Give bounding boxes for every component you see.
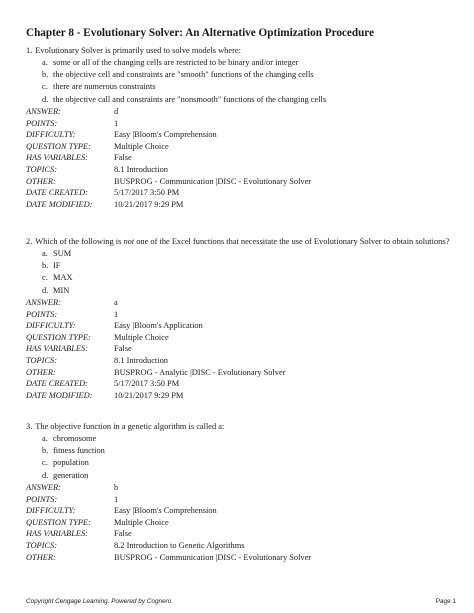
chapter-title: Chapter 8 - Evolutionary Solver: An Alternative Optimization Procedure bbox=[26, 27, 375, 39]
choice-letter: c. bbox=[42, 458, 48, 468]
metadata-value: BUSPROG - Communication |DISC - Evolutionary Solver bbox=[114, 176, 312, 186]
page-footer bbox=[26, 598, 456, 608]
question-3 bbox=[26, 421, 456, 563]
metadata-label: HAS VARIABLES: bbox=[26, 344, 88, 354]
metadata-row bbox=[26, 505, 456, 517]
metadata-label: TOPICS: bbox=[26, 541, 58, 551]
answer-choice bbox=[42, 94, 456, 105]
metadata-value: 1 bbox=[114, 118, 119, 128]
choice-text: MIN bbox=[53, 285, 70, 295]
choice-letter: c. bbox=[42, 273, 48, 283]
answer-choice bbox=[42, 445, 456, 456]
copyright-text: Copyright Cengage Learning. Powered by Cognero. bbox=[26, 598, 174, 605]
choice-text: fitness function bbox=[53, 446, 105, 456]
choice-text: the objective cell and constraints are "smooth" functions of the changing cells bbox=[53, 70, 314, 80]
answer-choice bbox=[42, 285, 456, 296]
metadata-row bbox=[26, 152, 456, 164]
choice-letter: b. bbox=[42, 70, 49, 80]
metadata-row bbox=[26, 332, 456, 344]
metadata-row bbox=[26, 528, 456, 540]
choice-text: generation bbox=[53, 470, 89, 480]
choice-letter: a. bbox=[42, 249, 48, 258]
choice-text: some or all of the changing cells are restricted to be binary and/or integer bbox=[53, 58, 299, 67]
metadata-value: 10/21/2017 9:29 PM bbox=[114, 390, 184, 400]
metadata-label: ANSWER: bbox=[26, 298, 61, 308]
metadata-value: d bbox=[114, 107, 119, 117]
question-number: 2. bbox=[26, 237, 33, 246]
metadata-row bbox=[26, 164, 456, 176]
metadata-label: HAS VARIABLES: bbox=[26, 529, 88, 539]
choice-letter: b. bbox=[42, 446, 49, 456]
metadata-value: Easy |Bloom's Application bbox=[114, 321, 203, 331]
question-stem bbox=[26, 45, 456, 56]
metadata-value: BUSPROG - Communication |DISC - Evolutionary Solver bbox=[114, 552, 312, 562]
metadata-row bbox=[26, 129, 456, 141]
choice-text: MAX bbox=[53, 273, 73, 283]
metadata-value: b bbox=[114, 483, 119, 493]
metadata-label: OTHER: bbox=[26, 176, 56, 186]
metadata-row bbox=[26, 366, 456, 378]
choice-text: chromosome bbox=[53, 434, 97, 443]
metadata-row bbox=[26, 320, 456, 332]
answer-choices bbox=[26, 248, 456, 296]
metadata-label: DIFFICULTY: bbox=[26, 130, 76, 140]
metadata-row bbox=[26, 540, 456, 552]
answer-choice bbox=[42, 260, 456, 271]
metadata-row bbox=[26, 117, 456, 129]
choice-letter: a. bbox=[42, 434, 48, 443]
choice-text: there are numerous constraints bbox=[53, 82, 156, 92]
metadata-label: TOPICS: bbox=[26, 165, 58, 175]
metadata-row bbox=[26, 141, 456, 153]
metadata-label: ANSWER: bbox=[26, 107, 61, 117]
answer-choice bbox=[42, 81, 456, 92]
metadata-row bbox=[26, 493, 456, 505]
choice-letter: d. bbox=[42, 94, 49, 104]
metadata-value: 1 bbox=[114, 309, 119, 319]
metadata-row bbox=[26, 551, 456, 563]
metadata-label: OTHER: bbox=[26, 367, 56, 377]
metadata-row bbox=[26, 187, 456, 199]
question-text-emphasis: not bbox=[123, 237, 135, 246]
metadata-row bbox=[26, 106, 456, 118]
metadata-row bbox=[26, 482, 456, 494]
question-2 bbox=[26, 236, 456, 401]
answer-choice bbox=[42, 272, 456, 283]
metadata-row bbox=[26, 343, 456, 355]
metadata-label: QUESTION TYPE: bbox=[26, 517, 91, 527]
choice-text: the objective call and constraints are "nonsmooth" functions of the changing cells bbox=[53, 94, 327, 104]
answer-choice bbox=[42, 248, 456, 259]
answer-choice bbox=[42, 69, 456, 80]
answer-choice bbox=[42, 470, 456, 481]
choice-text: population bbox=[53, 458, 89, 468]
question-metadata bbox=[26, 482, 456, 563]
question-1 bbox=[26, 45, 456, 210]
metadata-row bbox=[26, 297, 456, 309]
metadata-row bbox=[26, 199, 456, 211]
question-number: 3. bbox=[26, 422, 33, 431]
metadata-label: DATE CREATED: bbox=[26, 379, 88, 389]
question-stem bbox=[26, 421, 456, 432]
question-text: The objective function in a genetic algorithm is called a: bbox=[35, 422, 225, 431]
document-page bbox=[26, 0, 456, 613]
choice-letter: d. bbox=[42, 285, 49, 295]
question-stem bbox=[26, 236, 456, 247]
metadata-label: DIFFICULTY: bbox=[26, 506, 76, 516]
metadata-value: False bbox=[114, 344, 132, 354]
metadata-row bbox=[26, 517, 456, 529]
choice-letter: c. bbox=[42, 82, 48, 92]
metadata-value: 8.2 Introduction to Genetic Algorithms bbox=[114, 541, 245, 551]
metadata-label: OTHER: bbox=[26, 552, 56, 562]
metadata-value: 5/17/2017 3:50 PM bbox=[114, 188, 180, 198]
metadata-label: POINTS: bbox=[26, 494, 58, 504]
answer-choice bbox=[42, 57, 456, 68]
metadata-value: 10/21/2017 9:29 PM bbox=[114, 199, 184, 209]
choice-letter: a. bbox=[42, 58, 48, 67]
metadata-row bbox=[26, 378, 456, 390]
question-number: 1. bbox=[26, 46, 33, 55]
metadata-row bbox=[26, 355, 456, 367]
choice-letter: d. bbox=[42, 470, 49, 480]
metadata-value: False bbox=[114, 529, 132, 539]
metadata-label: HAS VARIABLES: bbox=[26, 153, 88, 163]
metadata-label: DIFFICULTY: bbox=[26, 321, 76, 331]
metadata-value: 5/17/2017 3:50 PM bbox=[114, 379, 180, 389]
metadata-label: ANSWER: bbox=[26, 483, 61, 493]
metadata-row bbox=[26, 390, 456, 402]
question-text: Which of the following is bbox=[35, 237, 124, 246]
question-metadata bbox=[26, 106, 456, 210]
metadata-label: DATE CREATED: bbox=[26, 188, 88, 198]
choice-text: IF bbox=[53, 261, 61, 271]
answer-choice bbox=[42, 433, 456, 444]
metadata-value: 8.1 Introduction bbox=[114, 356, 168, 366]
answer-choices bbox=[26, 57, 456, 105]
answer-choice bbox=[42, 457, 456, 468]
metadata-label: QUESTION TYPE: bbox=[26, 332, 91, 342]
choice-text: SUM bbox=[53, 249, 72, 258]
metadata-value: Easy |Bloom's Comprehension bbox=[114, 506, 217, 516]
metadata-value: False bbox=[114, 153, 132, 163]
choice-letter: b. bbox=[42, 261, 49, 271]
metadata-value: Easy |Bloom's Comprehension bbox=[114, 130, 217, 140]
metadata-row bbox=[26, 308, 456, 320]
answer-choices bbox=[26, 433, 456, 481]
question-metadata bbox=[26, 297, 456, 401]
metadata-label: POINTS: bbox=[26, 118, 58, 128]
metadata-label: DATE MODIFIED: bbox=[26, 199, 93, 209]
metadata-value: Multiple Choice bbox=[114, 141, 169, 151]
metadata-label: DATE MODIFIED: bbox=[26, 390, 93, 400]
question-text-continued: one of the Excel functions that necessitate the use of Evolutionary Solver to obtain solutions? bbox=[134, 237, 450, 246]
metadata-value: Multiple Choice bbox=[114, 332, 169, 342]
metadata-row bbox=[26, 175, 456, 187]
metadata-label: TOPICS: bbox=[26, 356, 58, 366]
question-text: Evolutionary Solver is primarily used to solve models where: bbox=[35, 46, 241, 55]
metadata-value: 1 bbox=[114, 494, 119, 504]
metadata-value: BUSPROG - Analytic |DISC - Evolutionary Solver bbox=[114, 367, 286, 377]
metadata-value: Multiple Choice bbox=[114, 517, 169, 527]
metadata-value: 8.1 Introduction bbox=[114, 165, 168, 175]
metadata-value: a bbox=[114, 298, 118, 308]
page-number: Page 1 bbox=[435, 598, 456, 605]
metadata-label: QUESTION TYPE: bbox=[26, 141, 91, 151]
metadata-label: POINTS: bbox=[26, 309, 58, 319]
